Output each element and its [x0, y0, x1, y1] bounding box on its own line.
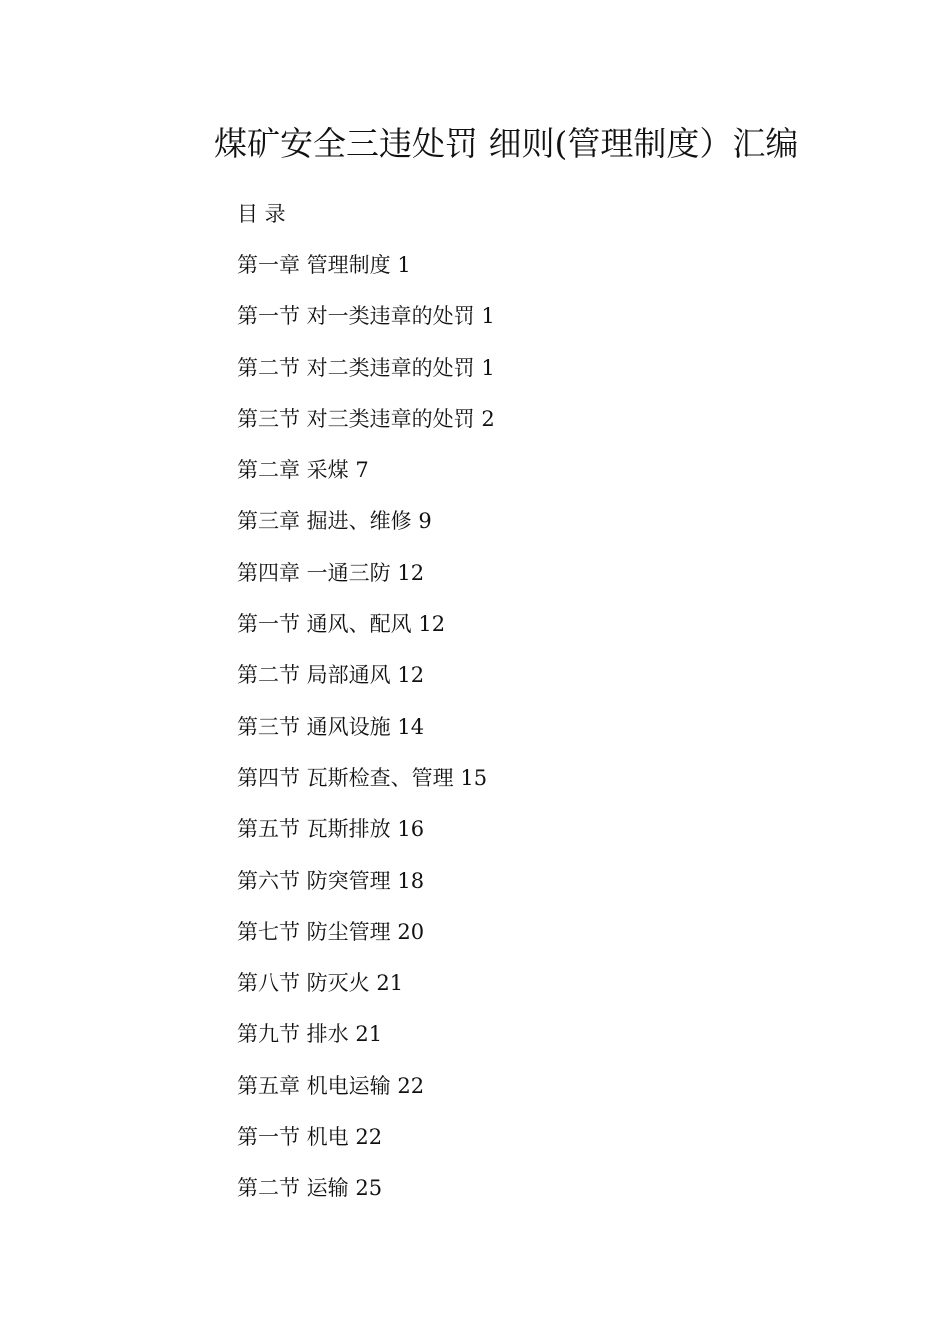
toc-entry: 第二节 运输 25: [237, 1176, 383, 1201]
toc-entry: 第一节 通风、配风 12: [237, 612, 446, 637]
toc-entry: 第二节 局部通风 12: [237, 663, 425, 688]
toc-entry: 第二章 采煤 7: [237, 458, 369, 483]
toc-entry: 第八节 防灭火 21: [237, 971, 404, 996]
toc-entry: 第五章 机电运输 22: [237, 1073, 425, 1098]
toc-entry: 第三章 掘进、维修 9: [237, 509, 432, 534]
toc-entry: 第三节 通风设施 14: [237, 714, 425, 739]
toc-entry: 第四章 一通三防 12: [237, 560, 425, 585]
toc-entry: 第二节 对二类违章的处罚 1: [237, 355, 495, 380]
toc-entry: 第九节 排水 21: [237, 1022, 383, 1047]
table-of-contents: [237, 250, 495, 1225]
toc-entry: 第六节 防突管理 18: [237, 868, 425, 893]
document-title: 煤矿安全三违处罚 细则(管理制度）汇编: [214, 124, 799, 163]
toc-entry: 第一章 管理制度 1: [237, 253, 411, 277]
toc-entry: 第一节 机电 22: [237, 1125, 383, 1150]
toc-entry: 第一节 对一类违章的处罚 1: [237, 304, 495, 329]
toc-entry: 第三节 对三类违章的处罚 2: [237, 406, 495, 431]
toc-entry: 第五节 瓦斯排放 16: [237, 817, 425, 842]
toc-entry: 第四节 瓦斯检查、管理 15: [237, 765, 488, 790]
toc-heading: 目 录: [237, 202, 286, 226]
toc-entry: 第七节 防尘管理 20: [237, 919, 425, 944]
